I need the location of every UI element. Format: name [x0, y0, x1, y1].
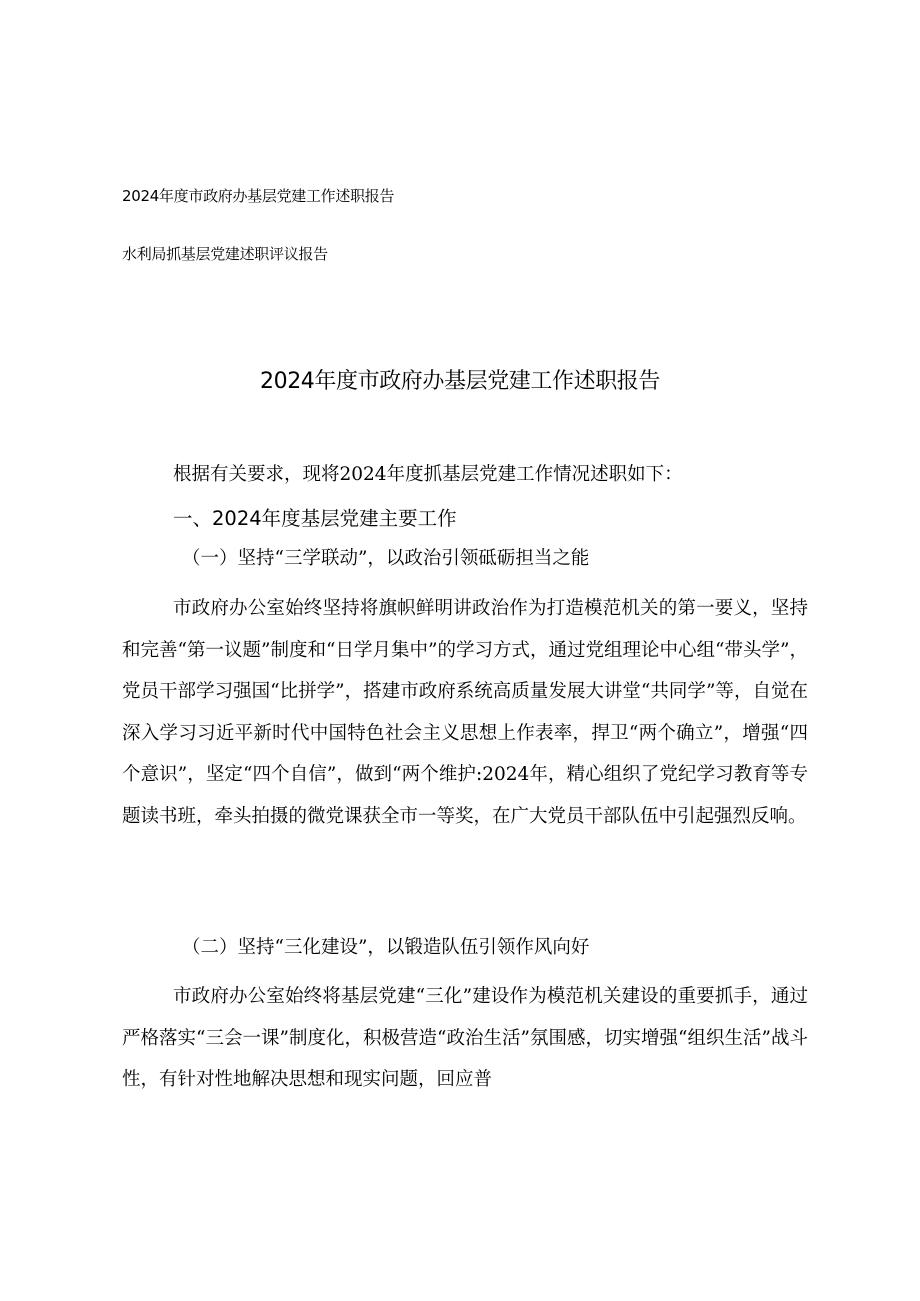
contents-item-1: 2024年度市政府办基层党建工作述职报告	[122, 187, 395, 205]
intro-paragraph: 根据有关要求，现将2024年度抓基层党建工作情况述职如下：	[173, 464, 683, 485]
subsection-paragraph-2: 市政府办公室始终将基层党建“三化”建设作为模范机关建设的重要抓手，通过严格落实“三会一课”制度化，积极营造“政治生活”氛围感，切实增强“组织生活”战斗性，有针对性地解决思想和现实问题，回应普	[122, 986, 808, 1090]
subsection-heading-2: （二）坚持“三化建设”，以锻造队伍引领作风向好	[182, 937, 590, 958]
contents-item-2: 水利局抓基层党建述职评议报告	[122, 245, 328, 263]
document-title: 2024年度市政府办基层党建工作述职报告	[260, 369, 660, 394]
section-heading-1: 一、2024年度基层党建主要工作	[173, 507, 457, 530]
subsection-heading-1: （一）坚持“三学联动”，以政治引领砥砺担当之能	[182, 548, 590, 569]
subsection-paragraph-1: 市政府办公室始终坚持将旗帜鲜明讲政治作为打造模范机关的第一要义，坚持和完善“第一议题”制度和“日学月集中”的学习方式，通过党组理论中心组“带头学”，党员干部学习强国“比拼学”，搭建市政府系统高质量发展大讲堂“共同学”等，自觉在深入学习习近平新时代中国特色社会主义思想上作表率，捍卫“两个确立”，增强“四个意识”，坚定“四个自信”，做到“两个维护:2024年，精心组织了党纪学习教育等专题读书班，牵头拍摄的微党课获全市一等奖，在广大党员干部队伍中引起强烈反响。	[122, 598, 808, 827]
